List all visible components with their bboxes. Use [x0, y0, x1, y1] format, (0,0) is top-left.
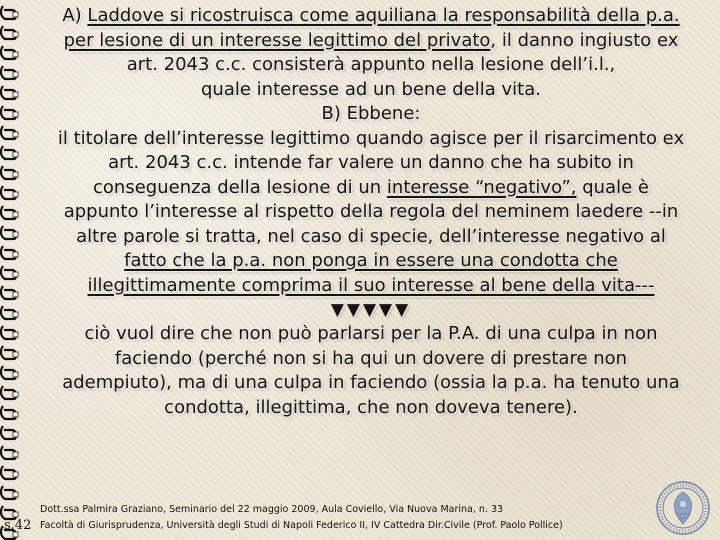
paragraph-b-line-4: appunto l’interesse al rispetto della regola del neminem laedere --in — [63, 201, 679, 222]
paragraph-b-heading: B) Ebbene: — [321, 103, 421, 124]
paragraph-a-line-2-rest: , il danno ingiusto ex — [490, 29, 679, 51]
paragraph-c-line-1: ciò vuol dire che non può parlarsi per la P.A. di una culpa in non — [84, 323, 658, 344]
paragraph-b-underlined-7: illegittimamente comprima il suo interesse al bene della vita--- — [87, 274, 655, 296]
paragraph-b-line-1: il titolare dell’interesse legittimo quando agisce per il risarcimento ex — [57, 127, 685, 149]
footer-credits — [40, 502, 640, 534]
down-arrows-icon: ▼▼▼▼▼ — [330, 300, 412, 320]
paragraph-a-label: A) — [62, 5, 88, 26]
paragraph-b-underlined-6: fatto che la p.a. non ponga in essere una condotta che — [124, 250, 618, 271]
spiral-binding-icon — [0, 0, 22, 540]
paragraph-a-line-3: art. 2043 c.c. consisterà appunto nella lesione dell’i.l., — [126, 54, 616, 75]
paragraph-a-line-4: quale interesse ad un bene della vita. — [201, 78, 541, 100]
footer-line-1: Dott.ssa Palmira Graziano, Seminario del 22 maggio 2009, Aula Coviello, Via Nuova Marina, n. 33 — [40, 504, 504, 515]
paragraph-b-line-7 — [26, 274, 716, 299]
slide-body — [26, 4, 716, 494]
paragraph-b-line-3-pre: conseguenza della lesione di un — [93, 176, 387, 198]
slide-number: s.42 — [4, 518, 32, 533]
paragraph-a-underlined-2: per lesione di un interesse legittimo del privato — [63, 29, 491, 51]
paragraph-b-underlined-negative: interesse “negativo”, — [386, 176, 577, 198]
paragraph-c-line-2: faciendo (perché non si ha qui un dovere di prestare non — [114, 347, 628, 369]
paragraph-b-line-6 — [26, 249, 716, 274]
university-seal-icon — [655, 480, 711, 536]
paragraph-a-underlined-1: Laddove si ricostruisca come aquiliana la responsabilità della p.a. — [87, 5, 680, 26]
slide-footer — [0, 498, 720, 540]
paragraph-b-line-2: art. 2043 c.c. intende far valere un danno che ha subito in — [108, 152, 634, 173]
paragraph-a-line-1 — [26, 4, 716, 29]
paragraph-b-line-5: altre parole si tratta, nel caso di specie, dell’interesse negativo al — [76, 225, 666, 247]
paragraph-c-line-4: condotta, illegittima, che non doveva tenere). — [164, 396, 578, 418]
footer-line-2: Facoltà di Giurisprudenza, Università degli Studi di Napoli Federico II, IV Cattedra Dir.Civile (Prof. Paolo Pollice) — [40, 520, 563, 531]
paragraph-a-line-2 — [26, 29, 716, 54]
paragraph-b-line-3 — [26, 176, 716, 201]
paragraph-c-line-3: adempiuto), ma di una culpa in faciendo (ossia la p.a. ha tenuto una — [62, 372, 680, 393]
paragraph-b-line-3-post: quale è — [576, 176, 649, 198]
